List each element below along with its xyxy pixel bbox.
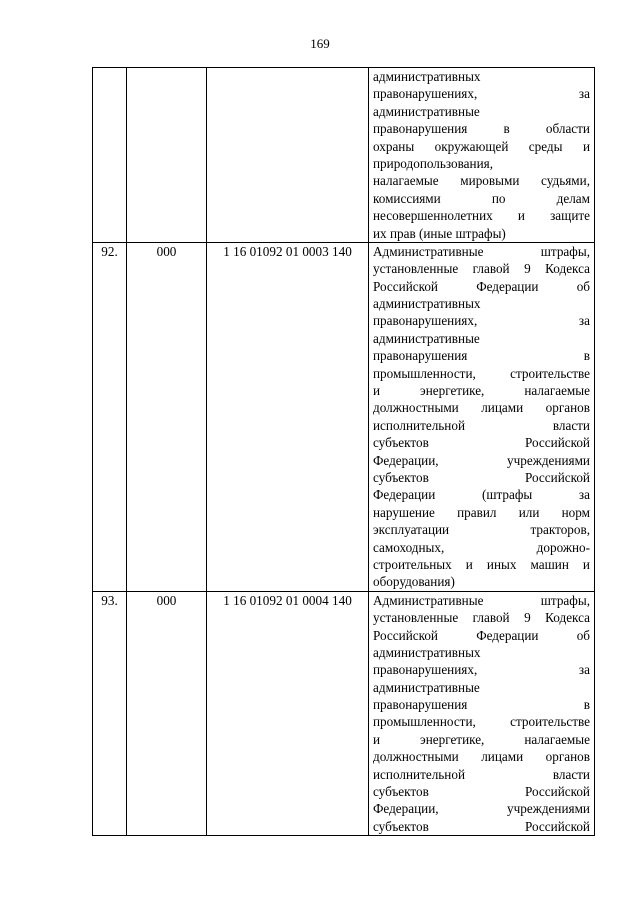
description-line: правонарушениях, за [373,86,590,102]
description-line: промышленности, строительстве [373,365,590,381]
description-line: должностными лицами органов [373,400,590,416]
description-line: административных [373,69,481,84]
admin-code-cell [127,242,207,591]
description-cell [369,242,595,591]
description-line: комиссиями по делам [373,190,590,206]
description-line: Российской Федерации об [373,278,590,294]
description-line: правонарушениях, за [373,313,590,329]
description-line: несовершеннолетних и защите [373,208,590,224]
description-line: строительных и иных машин и [373,556,590,572]
description-line: Российской Федерации об [373,627,590,643]
description-line: промышленности, строительстве [373,714,590,730]
description-line: правонарушения в области [373,121,590,137]
budget-code-cell-text [207,68,368,85]
description-cell [369,68,595,243]
description-line: субъектов Российской [373,469,590,485]
budget-codes-table [92,67,595,836]
description-line: нарушение правил или норм [373,504,590,520]
description-line: и энергетике, налагаемые [373,383,590,399]
description-line: исполнительной власти [373,417,590,433]
description-line: их прав (иные штрафы) [373,225,506,241]
description-line: правонарушения в [373,697,590,713]
description-line: самоходных, дорожно- [373,539,590,555]
description-line: административные [373,679,480,695]
admin-code-cell [127,591,207,835]
description-line: субъектов Российской [373,435,590,451]
row-number-cell-text: 92. [101,243,118,259]
description-line: должностными лицами органов [373,749,590,765]
table-row [93,242,595,591]
budget-code-cell [207,591,369,835]
description-line: субъектов Российской [373,818,590,834]
row-number-cell-text [93,68,126,85]
row-number-cell-text: 93. [101,592,118,608]
description-line: исполнительной власти [373,766,590,782]
admin-code-cell-text: 000 [156,243,177,259]
description-line: правонарушения в [373,348,590,364]
description-line: эксплуатации тракторов, [373,522,590,538]
row-number-cell [93,68,127,243]
description-line: административные [373,103,480,119]
budget-code-cell-text: 1 16 01092 01 0004 140 [223,592,352,608]
description-line: административные [373,330,480,346]
description-line: и энергетике, налагаемые [373,731,590,747]
description-line: Федерации (штрафы за [373,487,590,503]
budget-code-cell [207,68,369,243]
description-line: Административные штрафы, [373,592,590,608]
budget-code-cell-text: 1 16 01092 01 0003 140 [223,243,352,259]
table-body [93,68,595,836]
admin-code-cell [127,68,207,243]
table-row [93,68,595,243]
description-line: налагаемые мировыми судьями, [373,173,590,189]
admin-code-cell-text [127,68,206,85]
page-number: 169 [310,36,330,51]
description-line: правонарушениях, за [373,662,590,678]
description-line: административных [373,644,481,660]
description-line: оборудования) [373,574,455,590]
description-line: Административные штрафы, [373,243,590,259]
description-line: установленные главой 9 Кодекса [373,261,590,277]
description-line: субъектов Российской [373,784,590,800]
row-number-cell [93,242,127,591]
description-line: Федерации, учреждениями [373,452,590,468]
description-line: Федерации, учреждениями [373,801,590,817]
admin-code-cell-text: 000 [156,592,177,608]
row-number-cell [93,591,127,835]
description-line: природопользования, [373,155,494,171]
table-row [93,591,595,835]
description-line: установленные главой 9 Кодекса [373,610,590,626]
budget-code-cell [207,242,369,591]
description-line: административных [373,296,481,312]
description-line: охраны окружающей среды и [373,138,590,154]
description-cell [369,591,595,835]
